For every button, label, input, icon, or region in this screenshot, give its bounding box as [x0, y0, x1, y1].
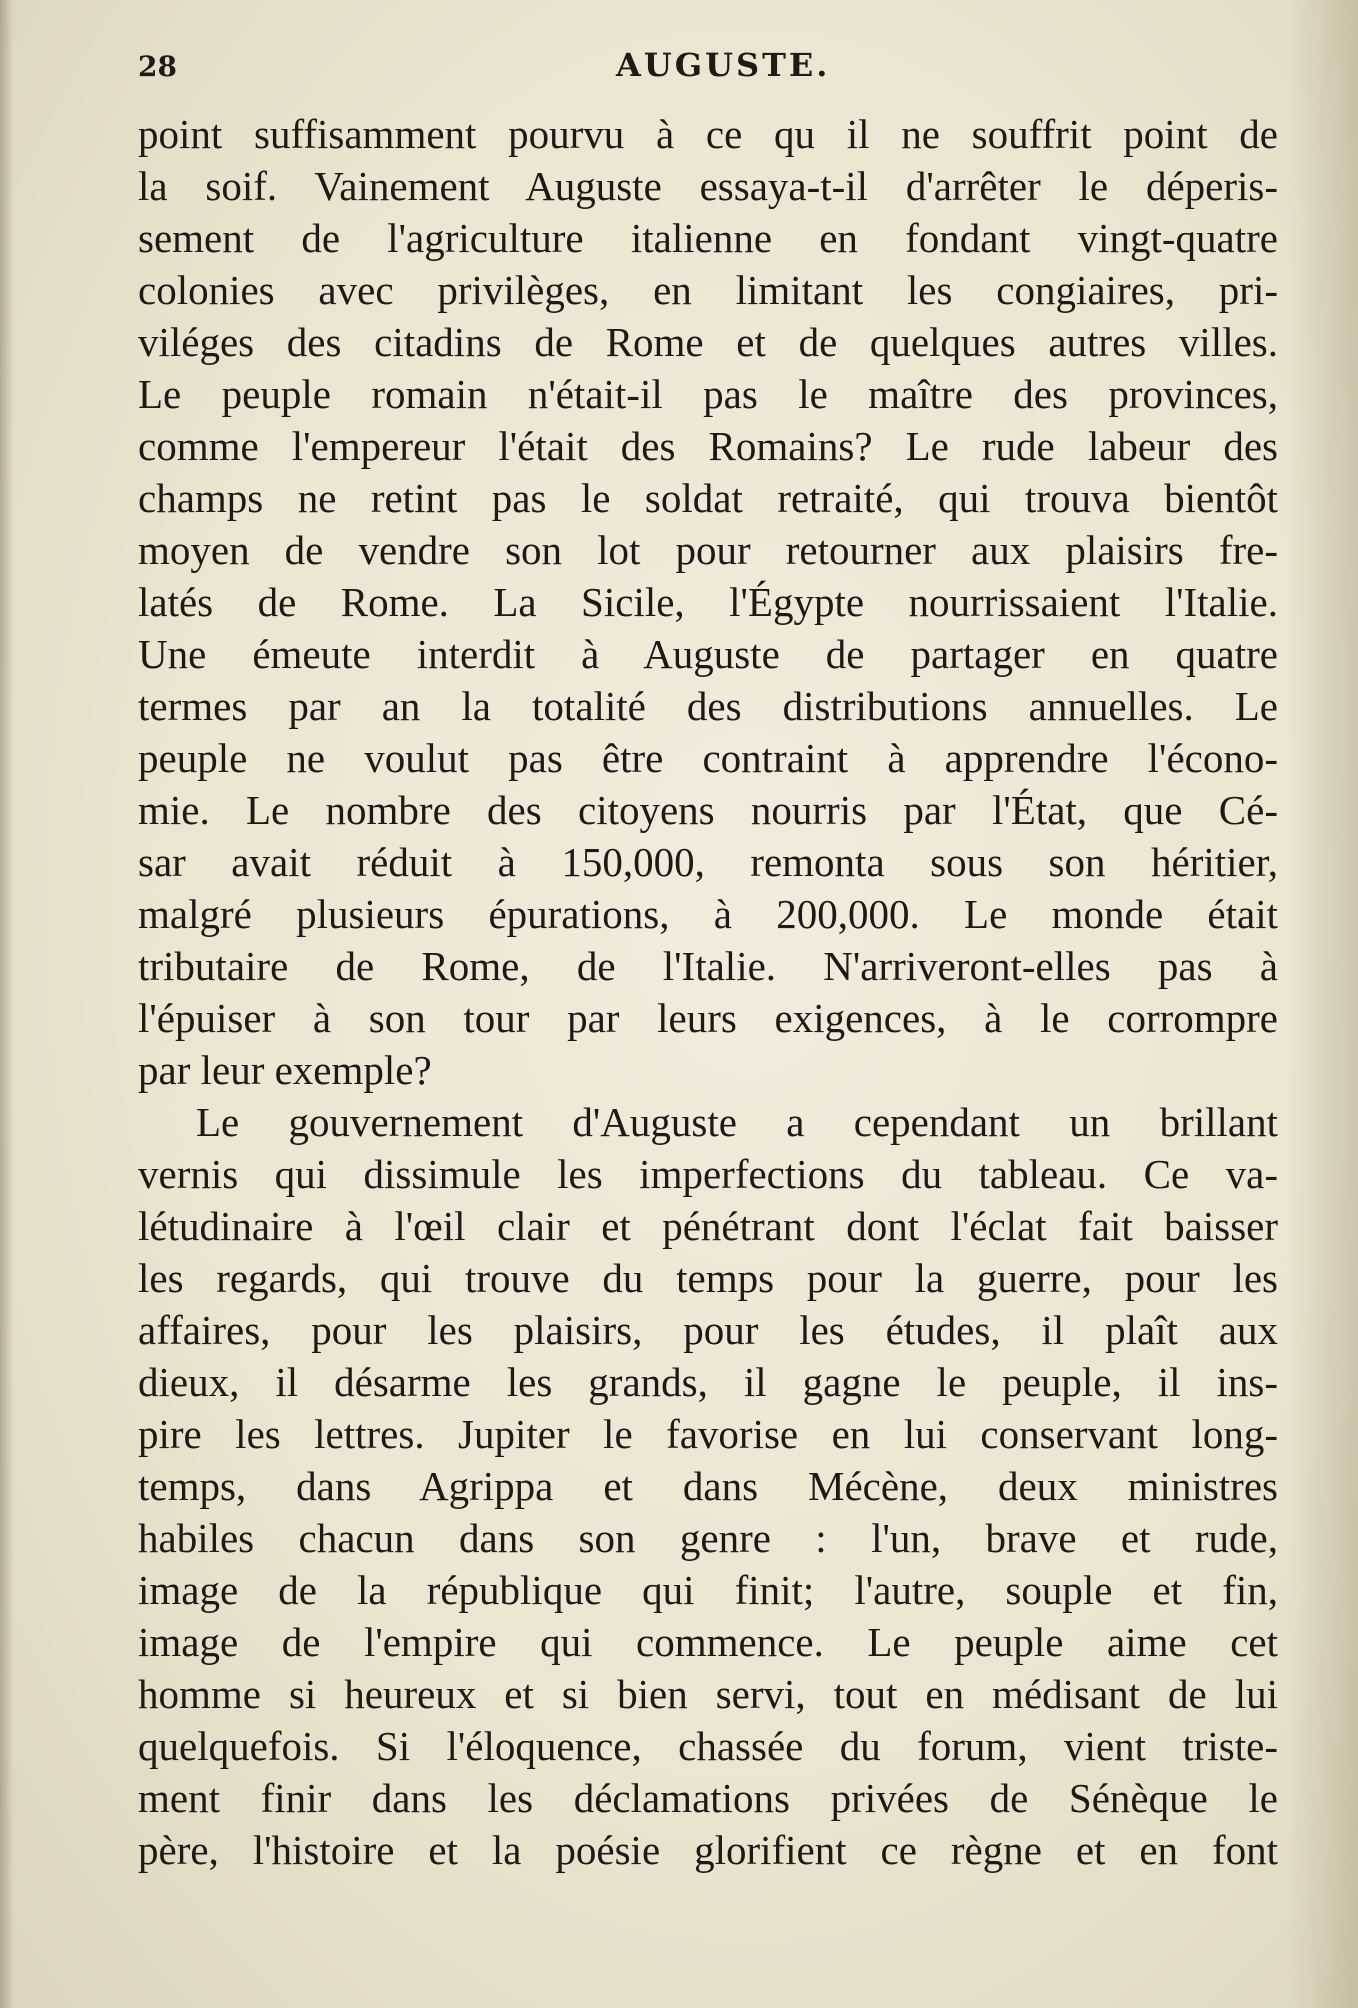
text-line: quelquefois. Si l'éloquence, chassée du forum, vient triste- [138, 1723, 1278, 1769]
text-line: champs ne retint pas le soldat retraité, qui trouva bientôt [138, 475, 1278, 521]
body-text [138, 108, 1278, 1876]
text-line: ment finir dans les déclamations privées de Sénèque le [138, 1775, 1278, 1821]
text-line: habiles chacun dans son genre : l'un, brave et rude, [138, 1515, 1278, 1561]
text-line: Le peuple romain n'était-il pas le maître des provinces, [138, 371, 1278, 417]
text-line: affaires, pour les plaisirs, pour les études, il plaît aux [138, 1307, 1278, 1353]
text-line: moyen de vendre son lot pour retourner aux plaisirs fre- [138, 527, 1278, 573]
text-line: viléges des citadins de Rome et de quelques autres villes. [138, 319, 1278, 365]
text-line: vernis qui dissimule les imperfections du tableau. Ce va- [138, 1151, 1278, 1197]
paragraph-last-line: par leur exemple? [138, 1047, 432, 1093]
text-line: malgré plusieurs épurations, à 200,000. Le monde était [138, 891, 1278, 937]
page-gutter-shadow [0, 0, 14, 2008]
text-line: dieux, il désarme les grands, il gagne le peuple, il ins- [138, 1359, 1278, 1405]
text-line: colonies avec privilèges, en limitant les congiaires, pri- [138, 267, 1278, 313]
text-line: comme l'empereur l'était des Romains? Le rude labeur des [138, 423, 1278, 469]
text-line: mie. Le nombre des citoyens nourris par l'État, que Cé- [138, 787, 1278, 833]
text-line: tributaire de Rome, de l'Italie. N'arriveront-elles pas à [138, 943, 1278, 989]
text-line: image de l'empire qui commence. Le peuple aime cet [138, 1619, 1278, 1665]
text-line: termes par an la totalité des distributions annuelles. Le [138, 683, 1278, 729]
text-line: sar avait réduit à 150,000, remonta sous son héritier, [138, 839, 1278, 885]
page-number: 28 [138, 50, 177, 83]
text-line: homme si heureux et si bien servi, tout en médisant de lui [138, 1671, 1278, 1717]
text-line: pire les lettres. Jupiter le favorise en lui conservant long- [138, 1411, 1278, 1457]
text-line: latés de Rome. La Sicile, l'Égypte nourrissaient l'Italie. [138, 579, 1278, 625]
text-line: père, l'histoire et la poésie glorifient ce règne et en font [138, 1827, 1278, 1873]
text-line: image de la république qui finit; l'autre, souple et fin, [138, 1567, 1278, 1613]
text-line: létudinaire à l'œil clair et pénétrant dont l'éclat fait baisser [138, 1203, 1278, 1249]
running-title: AUGUSTE. [616, 46, 831, 84]
text-line: point suffisamment pourvu à ce qu il ne souffrit point de [138, 111, 1278, 157]
text-line: peuple ne voulut pas être contraint à apprendre l'écono- [138, 735, 1278, 781]
text-line: Une émeute interdit à Auguste de partager en quatre [138, 631, 1278, 677]
text-line: l'épuiser à son tour par leurs exigences, à le corrompre [138, 995, 1278, 1041]
text-line: les regards, qui trouve du temps pour la guerre, pour les [138, 1255, 1278, 1301]
text-line: temps, dans Agrippa et dans Mécène, deux ministres [138, 1463, 1278, 1509]
page-edge-shadow [1288, 0, 1358, 2008]
text-line: la soif. Vainement Auguste essaya-t-il d'arrêter le déperis- [138, 163, 1278, 209]
paragraph-first-line: Le gouvernement d'Auguste a cependant un brillant [196, 1099, 1278, 1145]
text-line: sement de l'agriculture italienne en fondant vingt-quatre [138, 215, 1278, 261]
page-header [138, 46, 1278, 86]
